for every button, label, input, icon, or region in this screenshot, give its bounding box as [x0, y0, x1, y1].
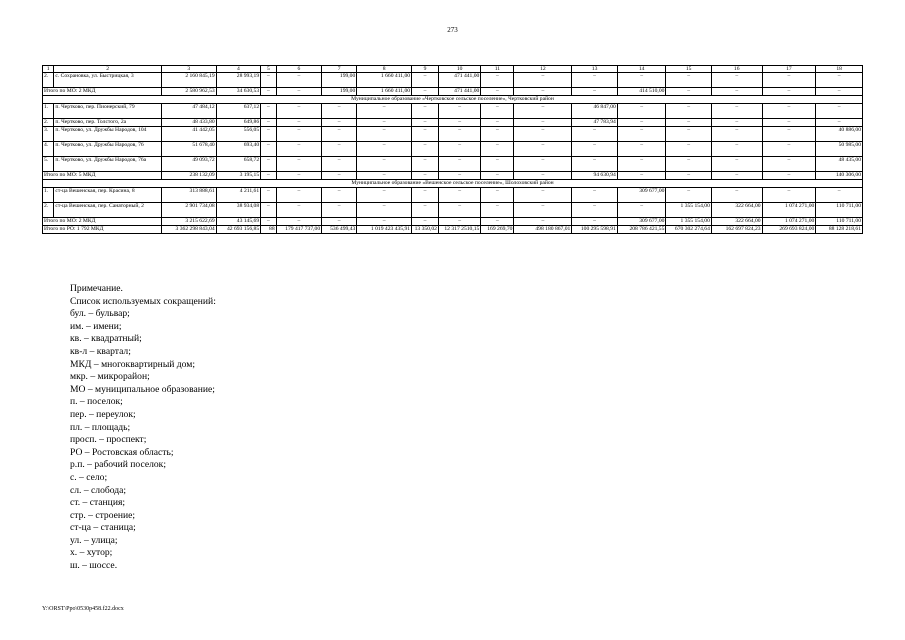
table-cell: –: [412, 142, 439, 157]
table-cell: –: [514, 172, 572, 180]
column-header: 12: [514, 66, 572, 73]
table-cell: –: [276, 172, 321, 180]
table-cell: –: [261, 172, 277, 180]
table-cell: –: [322, 104, 357, 119]
table-cell: 38 934,08: [216, 203, 260, 218]
table-cell: –: [438, 104, 480, 119]
table-cell: –: [276, 188, 321, 203]
table-cell: 2.: [43, 73, 54, 88]
table-cell: 3.: [43, 127, 54, 142]
table-cell: 1 660 411,00: [357, 73, 412, 88]
table-cell: –: [322, 188, 357, 203]
table-header-row: [43, 66, 863, 73]
note-line: пер. – переулок;: [70, 408, 136, 420]
total-row: [43, 218, 863, 226]
column-header: 11: [481, 66, 514, 73]
column-header: 3: [161, 66, 216, 73]
column-header: 10: [438, 66, 480, 73]
table-cell: –: [572, 188, 617, 203]
table-cell: –: [572, 157, 617, 172]
table-cell: –: [617, 157, 666, 172]
table-cell: –: [276, 142, 321, 157]
table-cell: 1.: [43, 188, 54, 203]
file-path-footer: Y:\ORST\Ppo\0530p458.f22.docx: [42, 606, 124, 612]
table-cell: 43 145,69: [216, 218, 260, 226]
table-cell: 693,40: [216, 142, 260, 157]
table-cell: 471 441,00: [438, 73, 480, 88]
table-cell: –: [514, 119, 572, 127]
table-cell: –: [762, 142, 816, 157]
table-cell: 238 132,09: [161, 172, 216, 180]
table-cell: –: [412, 127, 439, 142]
column-header: 8: [357, 66, 412, 73]
column-header: 17: [762, 66, 816, 73]
table-cell: –: [711, 88, 762, 96]
table-cell: –: [357, 218, 412, 226]
table-cell: –: [261, 104, 277, 119]
table-row: [43, 73, 863, 88]
table-cell: –: [438, 188, 480, 203]
table-cell: 414 510,00: [617, 88, 666, 96]
table-cell: 1.: [43, 104, 54, 119]
table-cell: 471 441,00: [438, 88, 480, 96]
table-cell: –: [261, 157, 277, 172]
table-cell: 46 847,00: [572, 104, 617, 119]
table-cell: –: [666, 88, 711, 96]
table-cell: –: [481, 127, 514, 142]
note-line: стр. – строение;: [70, 509, 136, 521]
table-cell: –: [481, 172, 514, 180]
table-cell: 34 630,53: [216, 88, 260, 96]
table-cell: –: [572, 88, 617, 96]
table-cell: –: [276, 88, 321, 96]
table-cell: 556,05: [216, 127, 260, 142]
table-cell: –: [572, 203, 617, 218]
table-row: [43, 104, 863, 119]
total-label: Итого по РО: 1 792 МКД: [43, 226, 162, 234]
column-header: 6: [276, 66, 321, 73]
table-cell: 658,72: [216, 157, 260, 172]
address-cell: с. Сохрановка, ул. Быстрицкая, 3: [54, 73, 162, 88]
column-header: 1: [43, 66, 54, 73]
table-cell: –: [762, 119, 816, 127]
column-header: 7: [322, 66, 357, 73]
table-cell: –: [438, 142, 480, 157]
table-cell: 1 355 154,00: [666, 203, 711, 218]
section-row: [43, 180, 863, 188]
table-cell: –: [711, 104, 762, 119]
table-row: [43, 188, 863, 203]
table-cell: –: [322, 218, 357, 226]
table-cell: 269 693 824,00: [762, 226, 816, 234]
table-cell: –: [276, 119, 321, 127]
table-cell: –: [261, 188, 277, 203]
table-cell: –: [322, 172, 357, 180]
table-cell: –: [412, 218, 439, 226]
table-cell: –: [276, 203, 321, 218]
table-cell: 47 484,12: [161, 104, 216, 119]
table-cell: –: [711, 157, 762, 172]
table-cell: 100 295 598,91: [572, 226, 617, 234]
table-cell: –: [762, 104, 816, 119]
note-line: бул. – бульвар;: [70, 308, 130, 320]
table-cell: 48 435,00: [816, 157, 863, 172]
table-cell: 140 306,00: [816, 172, 863, 180]
table-cell: 670 302 274,64: [666, 226, 711, 234]
table-cell: –: [711, 188, 762, 203]
table-cell: –: [711, 142, 762, 157]
table-cell: –: [514, 104, 572, 119]
table-cell: –: [666, 142, 711, 157]
table-cell: –: [816, 73, 863, 88]
table-cell: 1 074 271,00: [762, 218, 816, 226]
table-cell: 47 783,94: [572, 119, 617, 127]
table-cell: –: [438, 157, 480, 172]
table-cell: –: [816, 119, 863, 127]
column-header: 4: [216, 66, 260, 73]
table-cell: 2 901 734,08: [161, 203, 216, 218]
table-cell: 48 433,80: [161, 119, 216, 127]
table-cell: –: [357, 203, 412, 218]
table-cell: 88 128 218,61: [816, 226, 863, 234]
table-cell: 199,00: [322, 88, 357, 96]
table-cell: –: [412, 73, 439, 88]
table-cell: –: [261, 88, 277, 96]
data-table: [42, 65, 863, 234]
table-cell: –: [438, 127, 480, 142]
table-cell: –: [481, 73, 514, 88]
table-cell: 179 417 737,00: [276, 226, 321, 234]
note-line: ул. – улица;: [70, 534, 118, 546]
total-label: Итого по МО: 5 МКД: [43, 172, 162, 180]
address-cell: ст-ца Вешенская, пер. Красина, 8: [54, 188, 162, 203]
total-label: Итого по МО: 2 МКД: [43, 88, 162, 96]
notes-heading: Примечание.: [70, 283, 123, 294]
table-cell: –: [357, 188, 412, 203]
table-cell: 498 180 867,01: [514, 226, 572, 234]
note-line: кв. – квадратный;: [70, 333, 142, 345]
table-cell: 3 195,15: [216, 172, 260, 180]
table-cell: –: [514, 142, 572, 157]
table-cell: 637,12: [216, 104, 260, 119]
address-cell: п. Чертково, ул. Дружбы Народов, 76: [54, 142, 162, 157]
table-cell: –: [514, 188, 572, 203]
table-cell: –: [438, 172, 480, 180]
table-cell: –: [276, 104, 321, 119]
table-cell: –: [438, 119, 480, 127]
table-cell: –: [816, 104, 863, 119]
table-cell: –: [617, 172, 666, 180]
table-cell: 51 678,40: [161, 142, 216, 157]
note-line: кв-л – квартал;: [70, 345, 131, 357]
table-cell: –: [438, 218, 480, 226]
table-cell: –: [481, 88, 514, 96]
note-line: п. – поселок;: [70, 396, 123, 408]
table-cell: –: [412, 203, 439, 218]
table-cell: –: [617, 203, 666, 218]
table-cell: –: [762, 172, 816, 180]
table-cell: 2.: [43, 203, 54, 218]
table-cell: –: [666, 104, 711, 119]
table-cell: 322 664,00: [711, 218, 762, 226]
table-cell: 13 350,02: [412, 226, 439, 234]
table-cell: 110 711,00: [816, 203, 863, 218]
table-cell: 4.: [43, 142, 54, 157]
note-line: пл. – площадь;: [70, 421, 131, 433]
table-cell: 313 888,61: [161, 188, 216, 203]
table-cell: 162 697 824,23: [711, 226, 762, 234]
table-cell: –: [261, 119, 277, 127]
note-line: ст-ца – станица;: [70, 522, 136, 534]
table-cell: 110 711,00: [816, 218, 863, 226]
address-cell: п. Чертково, пер. Толстого, 2а: [54, 119, 162, 127]
table-cell: 40 886,00: [816, 127, 863, 142]
table-cell: –: [617, 104, 666, 119]
table-cell: –: [357, 142, 412, 157]
table-cell: 322 664,00: [711, 203, 762, 218]
table-cell: –: [481, 188, 514, 203]
table-cell: 5.: [43, 157, 54, 172]
table-cell: –: [666, 172, 711, 180]
table-cell: –: [617, 127, 666, 142]
table-cell: 649,86: [216, 119, 260, 127]
address-cell: ст-ца Вешенская, пер. Санаторный, 2: [54, 203, 162, 218]
column-header: 5: [261, 66, 277, 73]
table-cell: –: [412, 119, 439, 127]
table-cell: –: [514, 157, 572, 172]
table-cell: –: [322, 157, 357, 172]
table-cell: –: [514, 88, 572, 96]
table-cell: –: [514, 73, 572, 88]
notes-list: [70, 283, 216, 573]
total-row: [43, 226, 863, 234]
table-cell: –: [412, 157, 439, 172]
table-cell: –: [711, 119, 762, 127]
table-cell: –: [711, 73, 762, 88]
table-cell: –: [481, 203, 514, 218]
section-row: [43, 96, 863, 104]
column-header: 16: [711, 66, 762, 73]
table-cell: –: [261, 127, 277, 142]
table-cell: –: [261, 142, 277, 157]
table-cell: –: [711, 172, 762, 180]
table-cell: –: [481, 157, 514, 172]
table-cell: 94 630,94: [572, 172, 617, 180]
table-cell: 1 074 271,00: [762, 203, 816, 218]
table-cell: –: [816, 88, 863, 96]
table-cell: –: [762, 188, 816, 203]
note-line: Список используемых сокращений:: [70, 295, 216, 307]
table-cell: –: [276, 218, 321, 226]
note-line: МО – муниципальное образование;: [70, 383, 215, 395]
table-cell: –: [481, 119, 514, 127]
note-line: РО – Ростовская область;: [70, 446, 174, 458]
note-line: сл. – слобода;: [70, 484, 127, 496]
table-cell: 1 019 423 435,91: [357, 226, 412, 234]
address-cell: п. Чертково, ул. Дружбы Народов, 104: [54, 127, 162, 142]
table-cell: –: [572, 127, 617, 142]
column-header: 13: [572, 66, 617, 73]
table-cell: –: [357, 127, 412, 142]
table-cell: –: [572, 142, 617, 157]
table-cell: –: [816, 188, 863, 203]
table-cell: –: [412, 188, 439, 203]
table-cell: 4 211,61: [216, 188, 260, 203]
table-row: [43, 157, 863, 172]
table-cell: –: [438, 203, 480, 218]
table-cell: –: [666, 73, 711, 88]
note-line: х. – хутор;: [70, 547, 113, 559]
note-line: р.п. – рабочий поселок;: [70, 459, 167, 471]
column-header: 18: [816, 66, 863, 73]
table-cell: –: [572, 73, 617, 88]
table-cell: 41 442,05: [161, 127, 216, 142]
table-cell: –: [762, 88, 816, 96]
table-cell: –: [514, 203, 572, 218]
table-cell: –: [322, 142, 357, 157]
note-line: ст. – станция;: [70, 497, 126, 509]
note-line: ш. – шоссе.: [70, 560, 118, 572]
column-header: 14: [617, 66, 666, 73]
section-title: Муниципальное образование «Вешенское сельское поселение», Шолоховский район: [43, 180, 863, 188]
table-row: [43, 119, 863, 127]
table-cell: –: [762, 157, 816, 172]
table-cell: 309 677,00: [617, 218, 666, 226]
table-cell: –: [481, 218, 514, 226]
section-title: Муниципальное образование «Чертковское сельское поселение», Чертковский район: [43, 96, 863, 104]
table-cell: –: [322, 127, 357, 142]
column-header: 9: [412, 66, 439, 73]
table-cell: 28 993,19: [216, 73, 260, 88]
note-line: просп. – проспект;: [70, 434, 147, 446]
table-cell: –: [357, 172, 412, 180]
table-cell: 169 269,70: [481, 226, 514, 234]
table-cell: –: [322, 203, 357, 218]
table-row: [43, 203, 863, 218]
address-cell: п. Чертково, пер. Пионерский, 79: [54, 104, 162, 119]
table-cell: 208 786 421,55: [617, 226, 666, 234]
table-cell: 3 215 622,69: [161, 218, 216, 226]
table-cell: –: [357, 157, 412, 172]
table-cell: –: [666, 127, 711, 142]
total-row: [43, 88, 863, 96]
table-cell: 1 660 411,00: [357, 88, 412, 96]
table-cell: –: [412, 172, 439, 180]
table-row: [43, 127, 863, 142]
table-cell: –: [276, 73, 321, 88]
table-cell: –: [322, 119, 357, 127]
table-cell: –: [357, 119, 412, 127]
table-cell: –: [276, 127, 321, 142]
table-cell: 42 693 156,85: [216, 226, 260, 234]
table-cell: 3 362 298 843,04: [161, 226, 216, 234]
table-cell: –: [617, 142, 666, 157]
table-cell: –: [357, 104, 412, 119]
table-cell: –: [762, 127, 816, 142]
table-cell: 2.: [43, 119, 54, 127]
note-line: мкр. – микрорайон;: [70, 371, 150, 383]
table-cell: 49 093,72: [161, 157, 216, 172]
table-cell: 50 985,00: [816, 142, 863, 157]
column-header: 15: [666, 66, 711, 73]
table-cell: –: [481, 104, 514, 119]
total-row: [43, 172, 863, 180]
table-cell: 12 317 2510,15: [438, 226, 480, 234]
table-cell: –: [666, 188, 711, 203]
table-cell: 2 580 962,53: [161, 88, 216, 96]
table-cell: 2 160 845,19: [161, 73, 216, 88]
note-line: МКД – многоквартирный дом;: [70, 358, 196, 370]
table-cell: 1 355 154,00: [666, 218, 711, 226]
table-cell: –: [666, 119, 711, 127]
table-cell: –: [481, 142, 514, 157]
note-line: им. – имени;: [70, 320, 122, 332]
table-cell: –: [261, 218, 277, 226]
table-cell: –: [261, 73, 277, 88]
column-header: 2: [54, 66, 162, 73]
table-cell: –: [276, 157, 321, 172]
table-cell: –: [762, 73, 816, 88]
address-cell: п. Чертково, ул. Дружбы Народов, 76а: [54, 157, 162, 172]
table-cell: –: [514, 218, 572, 226]
table-cell: –: [261, 203, 277, 218]
table-cell: –: [412, 104, 439, 119]
table-cell: –: [666, 157, 711, 172]
table-body: [43, 66, 863, 234]
total-label: Итого по МО: 2 МКД: [43, 218, 162, 226]
table-cell: 536 499,43: [322, 226, 357, 234]
table-cell: –: [617, 73, 666, 88]
note-line: с. – село;: [70, 471, 108, 483]
table-cell: –: [617, 119, 666, 127]
table-cell: 309 677,00: [617, 188, 666, 203]
table-cell: 88: [261, 226, 277, 234]
table-cell: –: [711, 127, 762, 142]
table-cell: –: [572, 218, 617, 226]
page-number: 273: [447, 26, 458, 34]
table-cell: –: [412, 88, 439, 96]
table-row: [43, 142, 863, 157]
table-cell: 199,00: [322, 73, 357, 88]
table-cell: –: [514, 127, 572, 142]
